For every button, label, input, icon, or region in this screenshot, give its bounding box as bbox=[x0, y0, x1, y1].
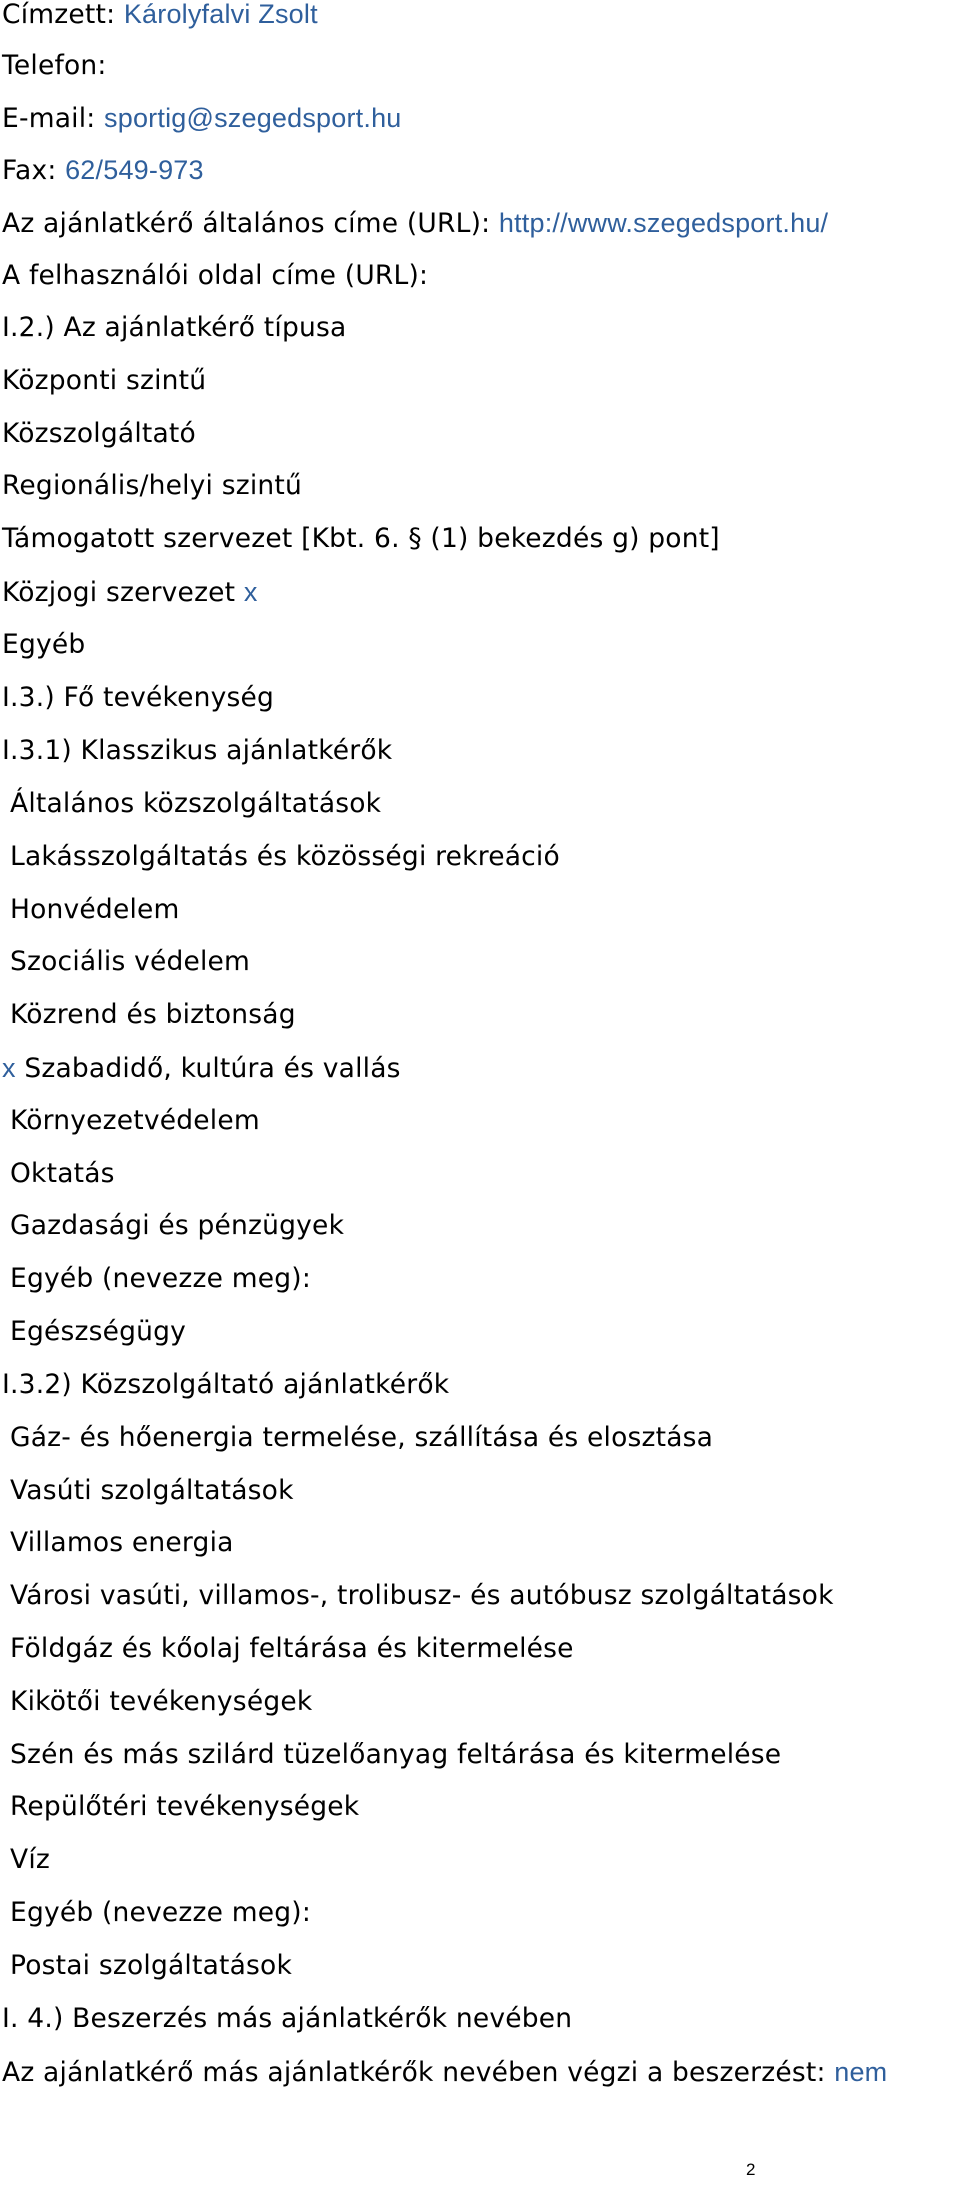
activity-item: Honvédelem bbox=[10, 894, 180, 925]
fax-label: Fax: bbox=[2, 155, 57, 186]
activity-item: Gazdasági és pénzügyek bbox=[10, 1210, 345, 1241]
fax-line bbox=[2, 153, 204, 188]
utility-item: Villamos energia bbox=[10, 1527, 234, 1558]
authority-type-item: Közszolgáltató bbox=[2, 418, 196, 449]
joint-procurement-answer: nem bbox=[834, 2057, 888, 2087]
authority-type-item: Regionális/helyi szintű bbox=[2, 470, 303, 501]
url-link[interactable]: http://www.szegedsport.hu/ bbox=[498, 208, 829, 238]
activity-item: Lakásszolgáltatás és közösségi rekreáció bbox=[10, 841, 560, 872]
section-heading-i4: I. 4.) Beszerzés más ajánlatkérők nevében bbox=[2, 2003, 573, 2034]
activity-item-selected bbox=[2, 1051, 401, 1086]
activity-item: Szociális védelem bbox=[10, 946, 251, 977]
selection-mark: x bbox=[2, 1053, 16, 1083]
email-line bbox=[2, 101, 402, 136]
joint-procurement-question: Az ajánlatkérő más ajánlatkérők nevében végzi a beszerzést: bbox=[2, 2057, 826, 2088]
authority-type-item: Egyéb bbox=[2, 629, 86, 660]
utility-item: Földgáz és kőolaj feltárása és kitermelése bbox=[10, 1633, 574, 1664]
page-number: 2 bbox=[746, 2160, 756, 2179]
authority-type-item: Támogatott szervezet [Kbt. 6. § (1) bekezdés g) pont] bbox=[2, 523, 720, 554]
utility-item: Gáz- és hőenergia termelése, szállítása és elosztása bbox=[10, 1422, 714, 1453]
activity-item: Egészségügy bbox=[10, 1316, 187, 1347]
subsection-heading-i31: I.3.1) Klasszikus ajánlatkérők bbox=[2, 735, 393, 766]
user-page-label: A felhasználói oldal címe (URL): bbox=[2, 260, 429, 291]
activity-item: Oktatás bbox=[10, 1158, 115, 1189]
authority-type-label: Közjogi szervezet bbox=[2, 577, 236, 608]
fax-value: 62/549-973 bbox=[65, 155, 204, 185]
utility-item: Egyéb (nevezze meg): bbox=[10, 1897, 311, 1928]
recipient-value: Károlyfalvi Zsolt bbox=[123, 0, 318, 29]
phone-line bbox=[2, 49, 107, 83]
activity-item: Környezetvédelem bbox=[10, 1105, 260, 1136]
recipient-line bbox=[2, 0, 318, 32]
activity-item: Közrend és biztonság bbox=[10, 999, 296, 1030]
section-heading-i2: I.2.) Az ajánlatkérő típusa bbox=[2, 312, 347, 343]
activity-label: Szabadidő, kultúra és vallás bbox=[24, 1053, 401, 1084]
utility-item: Városi vasúti, villamos-, trolibusz- és autóbusz szolgáltatások bbox=[10, 1580, 834, 1611]
utility-item: Szén és más szilárd tüzelőanyag feltárása és kitermelése bbox=[10, 1739, 782, 1770]
joint-procurement-line bbox=[2, 2055, 887, 2090]
utility-item: Kikötői tevékenységek bbox=[10, 1686, 313, 1717]
url-line bbox=[2, 206, 828, 241]
recipient-label: Címzett: bbox=[2, 0, 116, 30]
email-link[interactable]: sportig@szegedsport.hu bbox=[104, 103, 402, 133]
email-label: E-mail: bbox=[2, 103, 96, 134]
subsection-heading-i32: I.3.2) Közszolgáltató ajánlatkérők bbox=[2, 1369, 450, 1400]
authority-type-item: Központi szintű bbox=[2, 365, 207, 396]
authority-type-item-selected bbox=[2, 575, 258, 610]
utility-item: Víz bbox=[10, 1844, 51, 1875]
phone-label: Telefon: bbox=[2, 50, 107, 81]
selection-mark: x bbox=[243, 577, 258, 607]
utility-item: Postai szolgáltatások bbox=[10, 1950, 293, 1981]
user-page-line bbox=[2, 259, 428, 293]
section-heading-i3: I.3.) Fő tevékenység bbox=[2, 682, 275, 713]
utility-item: Vasúti szolgáltatások bbox=[10, 1475, 294, 1506]
url-label: Az ajánlatkérő általános címe (URL): bbox=[2, 208, 491, 239]
utility-item: Repülőtéri tevékenységek bbox=[10, 1791, 360, 1822]
activity-item: Általános közszolgáltatások bbox=[10, 788, 382, 819]
activity-item: Egyéb (nevezze meg): bbox=[10, 1263, 311, 1294]
